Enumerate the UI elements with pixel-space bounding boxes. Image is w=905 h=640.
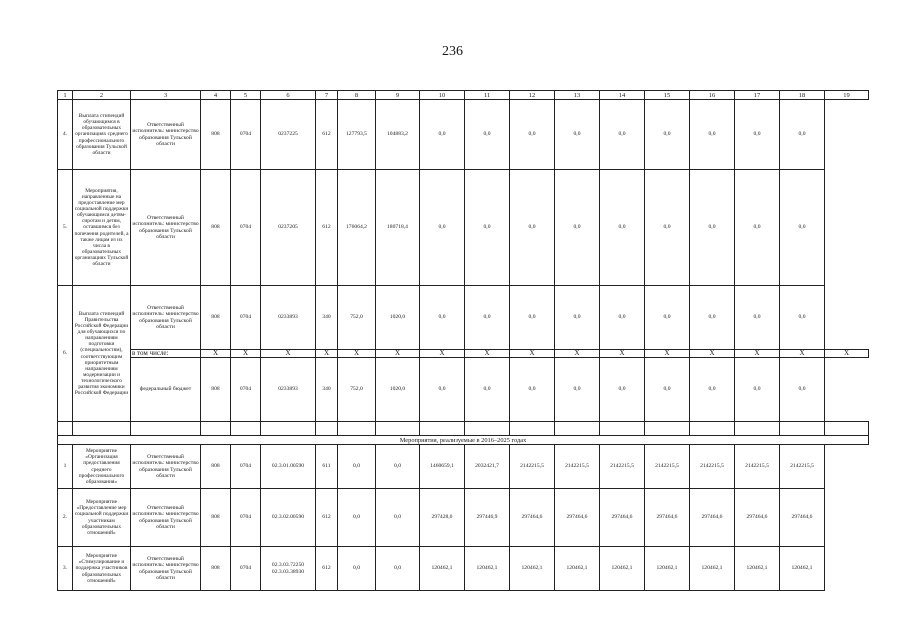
table-cell: 808 <box>201 170 231 286</box>
value-cell: 0,0 <box>645 170 690 286</box>
value-cell: 0,0 <box>600 100 645 170</box>
value-cell: 0,0 <box>780 100 825 170</box>
table-cell: 02.3.03.72250 02.3.03.38930 <box>261 547 316 591</box>
including-label: в том числе: <box>131 350 201 358</box>
value-cell: 0,0 <box>690 286 735 350</box>
col-header: 4 <box>201 91 231 100</box>
table-cell: 02.3.01.00590 <box>261 445 316 489</box>
value-cell: 2032421,7 <box>465 445 510 489</box>
col-header: 10 <box>420 91 465 100</box>
executor-cell: Ответственный исполнитель: министерство образования Тульской области <box>131 100 201 170</box>
value-cell: 0,0 <box>510 100 555 170</box>
section-title-row <box>58 436 869 445</box>
measure-name: Выплата стипендий обучающимся в образовательных организациях среднего профессионального образования Тульской области <box>73 100 131 170</box>
value-cell: 297464,6 <box>735 489 780 547</box>
col-header: 3 <box>131 91 201 100</box>
value-cell: 0,0 <box>555 100 600 170</box>
table-cell: 612 <box>316 100 338 170</box>
table-cell: 808 <box>201 286 231 350</box>
value-cell: 120462,1 <box>645 547 690 591</box>
col-header: 1 <box>58 91 73 100</box>
table-cell: 0704 <box>231 100 261 170</box>
x-mark: X <box>338 350 376 358</box>
value-cell: 297464,6 <box>645 489 690 547</box>
value-cell: 120462,1 <box>690 547 735 591</box>
value-cell: 120462,1 <box>780 547 825 591</box>
value-cell: 297464,6 <box>555 489 600 547</box>
value-cell: 104883,2 <box>376 100 420 170</box>
value-cell: 1020,0 <box>376 286 420 350</box>
section-title: Мероприятия, реализуемые в 2016–2025 годах <box>58 436 869 445</box>
executor-cell: федеральный бюджет <box>131 358 201 422</box>
value-cell: 297464,6 <box>600 489 645 547</box>
value-cell: 120462,1 <box>465 547 510 591</box>
executor-cell: Ответственный исполнитель: министерство образования Тульской области <box>131 489 201 547</box>
value-cell: 0,0 <box>465 286 510 350</box>
table-row <box>58 358 869 422</box>
value-cell: 0,0 <box>465 170 510 286</box>
table-cell: 0237205 <box>261 170 316 286</box>
budget-table-wrapper <box>57 90 868 591</box>
row-number: 2. <box>58 489 73 547</box>
executor-cell: Ответственный исполнитель: министерство образования Тульской области <box>131 286 201 350</box>
row-number: 1 <box>58 445 73 489</box>
table-cell: 0233893 <box>261 358 316 422</box>
measure-name: Мероприятие «Стимулирование и поддержка участников образовательных отношений» <box>73 547 131 591</box>
table-row <box>58 445 869 489</box>
table-cell: 808 <box>201 489 231 547</box>
table-cell: 0704 <box>231 547 261 591</box>
value-cell: 0,0 <box>690 170 735 286</box>
col-header: 12 <box>510 91 555 100</box>
col-header: 2 <box>73 91 131 100</box>
column-number-row <box>58 91 869 100</box>
row-6-group <box>58 286 869 445</box>
value-cell: 0,0 <box>600 170 645 286</box>
value-cell: 0,0 <box>510 170 555 286</box>
value-cell: 2142215,5 <box>780 445 825 489</box>
value-cell: 120462,1 <box>735 547 780 591</box>
table-row <box>58 547 869 591</box>
value-cell: 0,0 <box>510 358 555 422</box>
table-cell: 612 <box>316 170 338 286</box>
x-mark: X <box>645 350 690 358</box>
x-mark: X <box>735 350 780 358</box>
table-row <box>58 100 869 170</box>
value-cell: 0,0 <box>420 100 465 170</box>
executor-cell: Ответственный исполнитель: министерство образования Тульской области <box>131 445 201 489</box>
table-cell: 0704 <box>231 170 261 286</box>
value-cell: 2142215,5 <box>690 445 735 489</box>
table-cell: 0704 <box>231 445 261 489</box>
col-header: 7 <box>316 91 338 100</box>
value-cell: 1020,0 <box>376 358 420 422</box>
value-cell: 0,0 <box>420 170 465 286</box>
value-cell: 2142215,5 <box>735 445 780 489</box>
measure-name: Выплата стипендий Правительства Российской Федерации для обучающихся по направлениям подготовки (специальностям), соответствующим приоритетным направлениям модернизации и технологического развития экономики Российской Федерации <box>73 286 131 422</box>
value-cell: 297446,9 <box>465 489 510 547</box>
x-mark: X <box>420 350 465 358</box>
value-cell: 0,0 <box>600 358 645 422</box>
col-header: 11 <box>465 91 510 100</box>
table-cell: 808 <box>201 445 231 489</box>
value-cell: 127793,5 <box>338 100 376 170</box>
value-cell: 0,0 <box>338 445 376 489</box>
value-cell: 0,0 <box>690 100 735 170</box>
table-cell: 0233893 <box>261 286 316 350</box>
table-cell: 0237225 <box>261 100 316 170</box>
x-mark: X <box>510 350 555 358</box>
value-cell: 0,0 <box>555 358 600 422</box>
x-mark: X <box>261 350 316 358</box>
value-cell: 297428,0 <box>420 489 465 547</box>
x-mark: X <box>555 350 600 358</box>
rows-group-b <box>58 445 869 591</box>
value-cell: 120462,1 <box>510 547 555 591</box>
value-cell: 2142215,5 <box>600 445 645 489</box>
table-cell: 808 <box>201 100 231 170</box>
value-cell: 0,0 <box>510 286 555 350</box>
value-cell: 120462,1 <box>600 547 645 591</box>
value-cell: 0,0 <box>735 100 780 170</box>
col-header: 15 <box>645 91 690 100</box>
x-mark: X <box>201 350 231 358</box>
value-cell: 0,0 <box>780 358 825 422</box>
value-cell: 2142215,5 <box>510 445 555 489</box>
x-mark-row <box>58 350 869 358</box>
executor-cell: Ответственный исполнитель: министерство образования Тульской области <box>131 547 201 591</box>
value-cell: 297464,6 <box>780 489 825 547</box>
table-cell: 612 <box>316 547 338 591</box>
col-header: 9 <box>376 91 420 100</box>
row-number: 6. <box>58 286 73 422</box>
value-cell: 0,0 <box>735 286 780 350</box>
value-cell: 0,0 <box>555 286 600 350</box>
col-header: 18 <box>780 91 825 100</box>
value-cell: 0,0 <box>735 170 780 286</box>
value-cell: 0,0 <box>555 170 600 286</box>
table-cell: 0704 <box>231 286 261 350</box>
row-number: 3. <box>58 547 73 591</box>
value-cell: 0,0 <box>376 547 420 591</box>
table-cell: 340 <box>316 358 338 422</box>
value-cell: 120462,1 <box>420 547 465 591</box>
value-cell: 297464,6 <box>510 489 555 547</box>
x-mark: X <box>316 350 338 358</box>
value-cell: 0,0 <box>645 100 690 170</box>
value-cell: 0,0 <box>780 286 825 350</box>
x-mark: X <box>690 350 735 358</box>
rows-group-a <box>58 100 869 286</box>
value-cell: 0,0 <box>465 100 510 170</box>
x-mark: X <box>825 350 869 358</box>
value-cell: 0,0 <box>376 489 420 547</box>
value-cell: 752,0 <box>338 286 376 350</box>
table-cell: 808 <box>201 358 231 422</box>
table-row <box>58 489 869 547</box>
value-cell: 0,0 <box>338 489 376 547</box>
x-mark: X <box>600 350 645 358</box>
table-row <box>58 286 869 350</box>
row-number: 4. <box>58 100 73 170</box>
table-cell: 808 <box>201 547 231 591</box>
value-cell: 120462,1 <box>555 547 600 591</box>
col-header: 5 <box>231 91 261 100</box>
value-cell: 2142215,5 <box>555 445 600 489</box>
table-cell: 611 <box>316 445 338 489</box>
measure-name: Мероприятие «Предоставление мер социальной поддержки участникам образовательных отношений» <box>73 489 131 547</box>
col-header: 8 <box>338 91 376 100</box>
executor-cell: Ответственный исполнитель: министерство образования Тульской области <box>131 170 201 286</box>
value-cell: 1460659,1 <box>420 445 465 489</box>
value-cell: 0,0 <box>690 358 735 422</box>
x-mark: X <box>376 350 420 358</box>
measure-name: Мероприятия, направленные на предоставление мер социальной поддержки обучающимся детям-сиротам и детям, оставшимся без попечения родителей, а также лицам из их числа в образовательных организациях Тульской области <box>73 170 131 286</box>
row-number: 5. <box>58 170 73 286</box>
table-cell: 0704 <box>231 489 261 547</box>
value-cell: 0,0 <box>600 286 645 350</box>
col-header: 13 <box>555 91 600 100</box>
value-cell: 0,0 <box>645 358 690 422</box>
table-cell: 612 <box>316 489 338 547</box>
value-cell: 0,0 <box>735 358 780 422</box>
x-mark: X <box>780 350 825 358</box>
col-header: 14 <box>600 91 645 100</box>
table-cell: 340 <box>316 286 338 350</box>
col-header: 16 <box>690 91 735 100</box>
value-cell: 752,0 <box>338 358 376 422</box>
value-cell: 0,0 <box>780 170 825 286</box>
value-cell: 0,0 <box>376 445 420 489</box>
table-cell: 02.3.02.00590 <box>261 489 316 547</box>
budget-table <box>57 90 869 591</box>
value-cell: 0,0 <box>338 547 376 591</box>
measure-name: Мероприятие «Организация предоставления среднего профессионального образования» <box>73 445 131 489</box>
col-header: 17 <box>735 91 780 100</box>
value-cell: 0,0 <box>645 286 690 350</box>
table-row <box>58 170 869 286</box>
value-cell: 180718,4 <box>376 170 420 286</box>
x-mark: X <box>231 350 261 358</box>
spacer-row <box>58 422 869 436</box>
col-header: 6 <box>261 91 316 100</box>
value-cell: 2142215,5 <box>645 445 690 489</box>
page-number: 236 <box>442 44 463 59</box>
col-header: 19 <box>825 91 869 100</box>
value-cell: 0,0 <box>465 358 510 422</box>
table-cell: 0704 <box>231 358 261 422</box>
value-cell: 0,0 <box>420 358 465 422</box>
x-mark: X <box>465 350 510 358</box>
value-cell: 0,0 <box>420 286 465 350</box>
value-cell: 297464,6 <box>690 489 735 547</box>
value-cell: 176064,2 <box>338 170 376 286</box>
